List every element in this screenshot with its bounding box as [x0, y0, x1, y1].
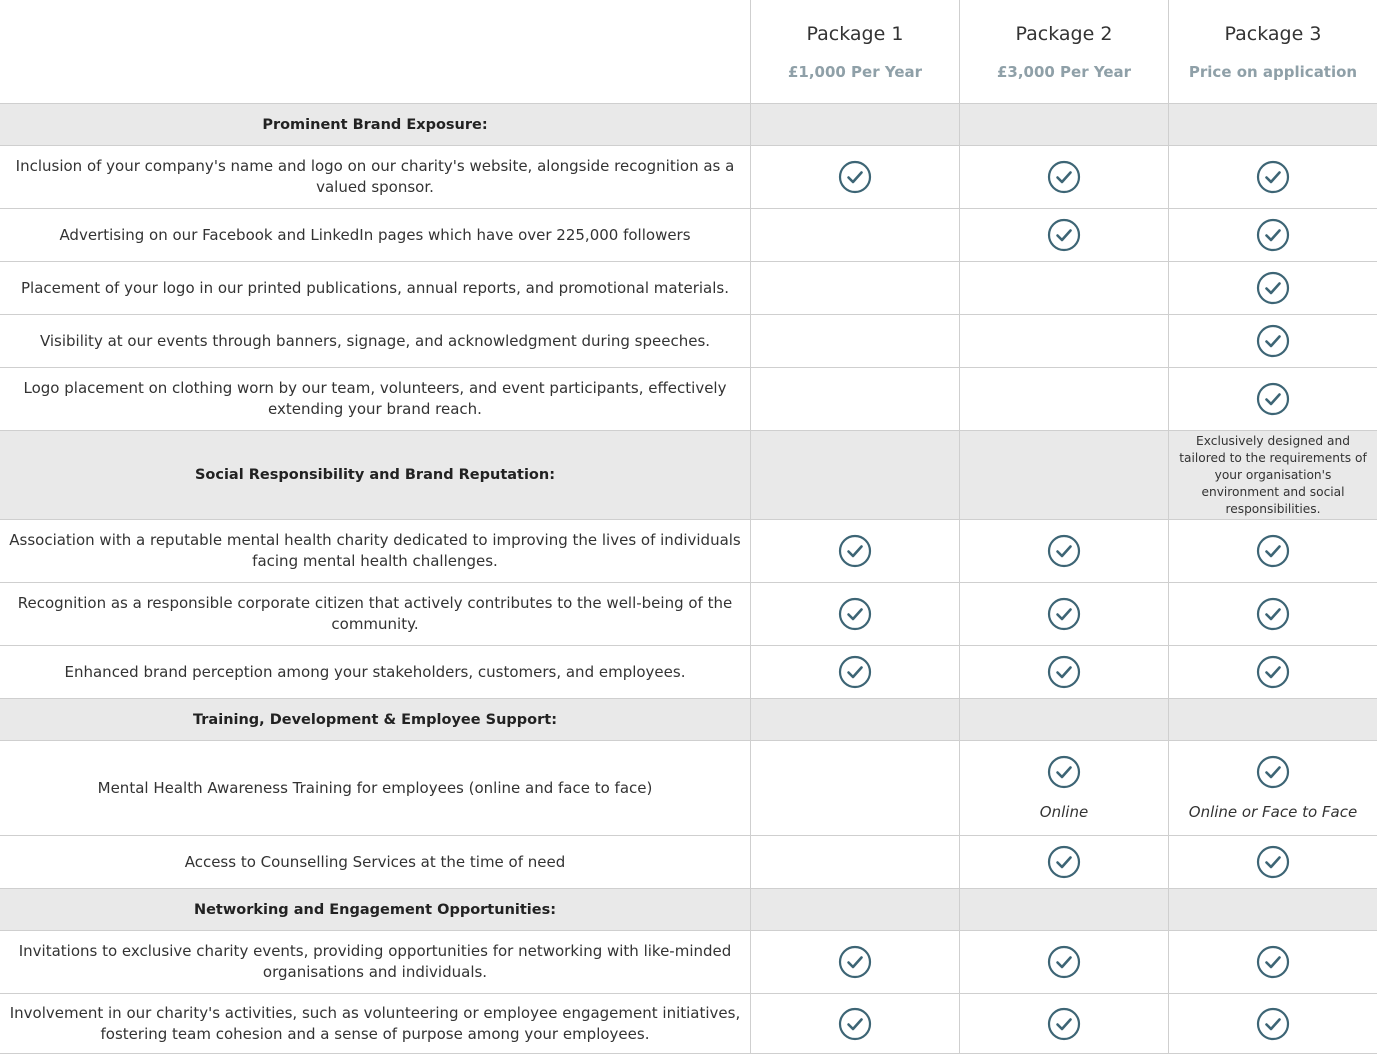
check-circle-icon: [1047, 160, 1081, 194]
check-circle-icon: [1256, 382, 1290, 416]
feature-text: Enhanced brand perception among your stakeholders, customers, and employees.: [64, 662, 686, 681]
package-2-cell: [960, 146, 1169, 209]
check-circle-icon: [1256, 597, 1290, 631]
section-header: [0, 699, 751, 741]
section-package-2-cell: [960, 104, 1169, 146]
check-circle-icon: [1256, 324, 1290, 358]
package-3-cell: [1169, 583, 1377, 646]
package-1-cell: [751, 520, 960, 583]
check-circle-icon: [838, 655, 872, 689]
check-circle-icon: [1047, 218, 1081, 252]
package-3-cell: [1169, 646, 1377, 699]
package-1-cell: [751, 315, 960, 368]
section-title: Prominent Brand Exposure:: [262, 116, 488, 133]
package-3-cell: [1169, 368, 1377, 431]
package-2-cell: [960, 520, 1169, 583]
package-2-cell: [960, 836, 1169, 889]
package-2-cell: [960, 209, 1169, 262]
section-header: [0, 431, 751, 520]
section-package-3-cell: [1169, 699, 1377, 741]
check-circle-icon: [1047, 1007, 1081, 1041]
package-2-cell: [960, 262, 1169, 315]
check-circle-icon: [1047, 755, 1081, 789]
section-package-2-cell: [960, 889, 1169, 931]
feature-cell: [0, 994, 751, 1054]
check-circle-icon: [838, 597, 872, 631]
feature-cell: [0, 262, 751, 315]
package-name: Package 3: [1224, 22, 1322, 45]
delivery-note: Online: [1039, 803, 1089, 821]
package-1-cell: [751, 646, 960, 699]
section-package-3-cell: [1169, 431, 1377, 520]
check-circle-icon: [1047, 945, 1081, 979]
package-2-cell: [960, 646, 1169, 699]
feature-cell: [0, 931, 751, 994]
package-2-header: [960, 0, 1169, 104]
section-package-3-cell: [1169, 889, 1377, 931]
package-price: Price on application: [1188, 62, 1358, 81]
package-name: Package 2: [1015, 22, 1113, 45]
feature-cell: [0, 741, 751, 836]
feature-text: Visibility at our events through banners, signage, and acknowledgment during speeches.: [39, 331, 711, 350]
package-2-cell: [960, 931, 1169, 994]
section-package-1-cell: [751, 104, 960, 146]
package-3-cell: [1169, 146, 1377, 209]
package-3-cell: [1169, 209, 1377, 262]
package-3-header: [1169, 0, 1377, 104]
package-1-cell: [751, 583, 960, 646]
check-circle-icon: [1256, 534, 1290, 568]
check-circle-icon: [1256, 755, 1290, 789]
package-1-cell: [751, 994, 960, 1054]
package-2-cell: [960, 368, 1169, 431]
check-circle-icon: [1047, 655, 1081, 689]
section-header: [0, 104, 751, 146]
feature-text: Association with a reputable mental health charity dedicated to improving the lives of individuals facing mental health challenges.: [9, 531, 741, 570]
feature-text: Logo placement on clothing worn by our team, volunteers, and event participants, effectively extending your brand reach.: [23, 379, 727, 418]
package-2-cell: [960, 741, 1169, 836]
package-1-cell: [751, 146, 960, 209]
check-circle-icon: [1256, 845, 1290, 879]
section-package-2-cell: [960, 431, 1169, 520]
package-2-cell: [960, 994, 1169, 1054]
section-package-2-cell: [960, 699, 1169, 741]
feature-cell: [0, 583, 751, 646]
package-1-cell: [751, 262, 960, 315]
check-circle-icon: [838, 160, 872, 194]
package-3-cell: [1169, 262, 1377, 315]
package-price: £3,000 Per Year: [996, 62, 1132, 81]
feature-cell: [0, 315, 751, 368]
section-title: Social Responsibility and Brand Reputation:: [194, 467, 556, 483]
check-circle-icon: [1256, 160, 1290, 194]
section-header: [0, 889, 751, 931]
feature-text: Involvement in our charity's activities, such as volunteering or employee engagement initiatives, fostering team cohesion and a sense of purpose among your employees.: [9, 1003, 741, 1043]
check-circle-icon: [1256, 945, 1290, 979]
package-3-cell: [1169, 931, 1377, 994]
feature-cell: [0, 368, 751, 431]
section-package-1-cell: [751, 431, 960, 520]
check-circle-icon: [838, 534, 872, 568]
package-1-cell: [751, 931, 960, 994]
feature-text: Access to Counselling Services at the time of need: [184, 852, 566, 871]
feature-cell: [0, 836, 751, 889]
feature-text: Invitations to exclusive charity events, providing opportunities for networking with like-minded organisations and individuals.: [18, 942, 732, 981]
package-1-cell: [751, 209, 960, 262]
check-circle-icon: [1047, 845, 1081, 879]
package-name: Package 1: [806, 22, 904, 45]
check-circle-icon: [838, 1007, 872, 1041]
package-1-cell: [751, 368, 960, 431]
feature-cell: [0, 520, 751, 583]
check-circle-icon: [1047, 534, 1081, 568]
package-3-cell: [1169, 315, 1377, 368]
feature-text: Mental Health Awareness Training for employees (online and face to face): [97, 778, 653, 797]
package-3-cell: [1169, 836, 1377, 889]
section-title: Training, Development & Employee Support:: [192, 711, 558, 728]
feature-text: Advertising on our Facebook and LinkedIn pages which have over 225,000 followers: [59, 225, 691, 244]
header-empty-cell: [0, 0, 751, 104]
package-3-cell: [1169, 994, 1377, 1054]
feature-text: Recognition as a responsible corporate citizen that actively contributes to the well-being of the community.: [17, 594, 733, 633]
section-package-3-cell: [1169, 104, 1377, 146]
package-3-cell: [1169, 741, 1377, 836]
check-circle-icon: [1256, 218, 1290, 252]
feature-cell: [0, 209, 751, 262]
package-3-cell: [1169, 520, 1377, 583]
check-circle-icon: [1256, 655, 1290, 689]
check-circle-icon: [1256, 271, 1290, 305]
delivery-note: Online or Face to Face: [1188, 803, 1358, 821]
check-circle-icon: [1047, 597, 1081, 631]
check-circle-icon: [1256, 1007, 1290, 1041]
package-1-cell: [751, 741, 960, 836]
section-package-1-cell: [751, 889, 960, 931]
package-2-cell: [960, 315, 1169, 368]
section-package-1-cell: [751, 699, 960, 741]
check-circle-icon: [838, 945, 872, 979]
package-2-cell: [960, 583, 1169, 646]
feature-cell: [0, 646, 751, 699]
section-note: Exclusively designed and tailored to the requirements of your organisation's environment and social responsibilities.: [1179, 433, 1367, 516]
package-1-header: [751, 0, 960, 104]
feature-text: Inclusion of your company's name and logo on our charity's website, alongside recognition as a valued sponsor.: [15, 157, 735, 196]
feature-text: Placement of your logo in our printed publications, annual reports, and promotional materials.: [20, 278, 729, 297]
package-1-cell: [751, 836, 960, 889]
feature-cell: [0, 146, 751, 209]
section-title: Networking and Engagement Opportunities:: [193, 901, 557, 918]
package-price: £1,000 Per Year: [787, 62, 923, 81]
